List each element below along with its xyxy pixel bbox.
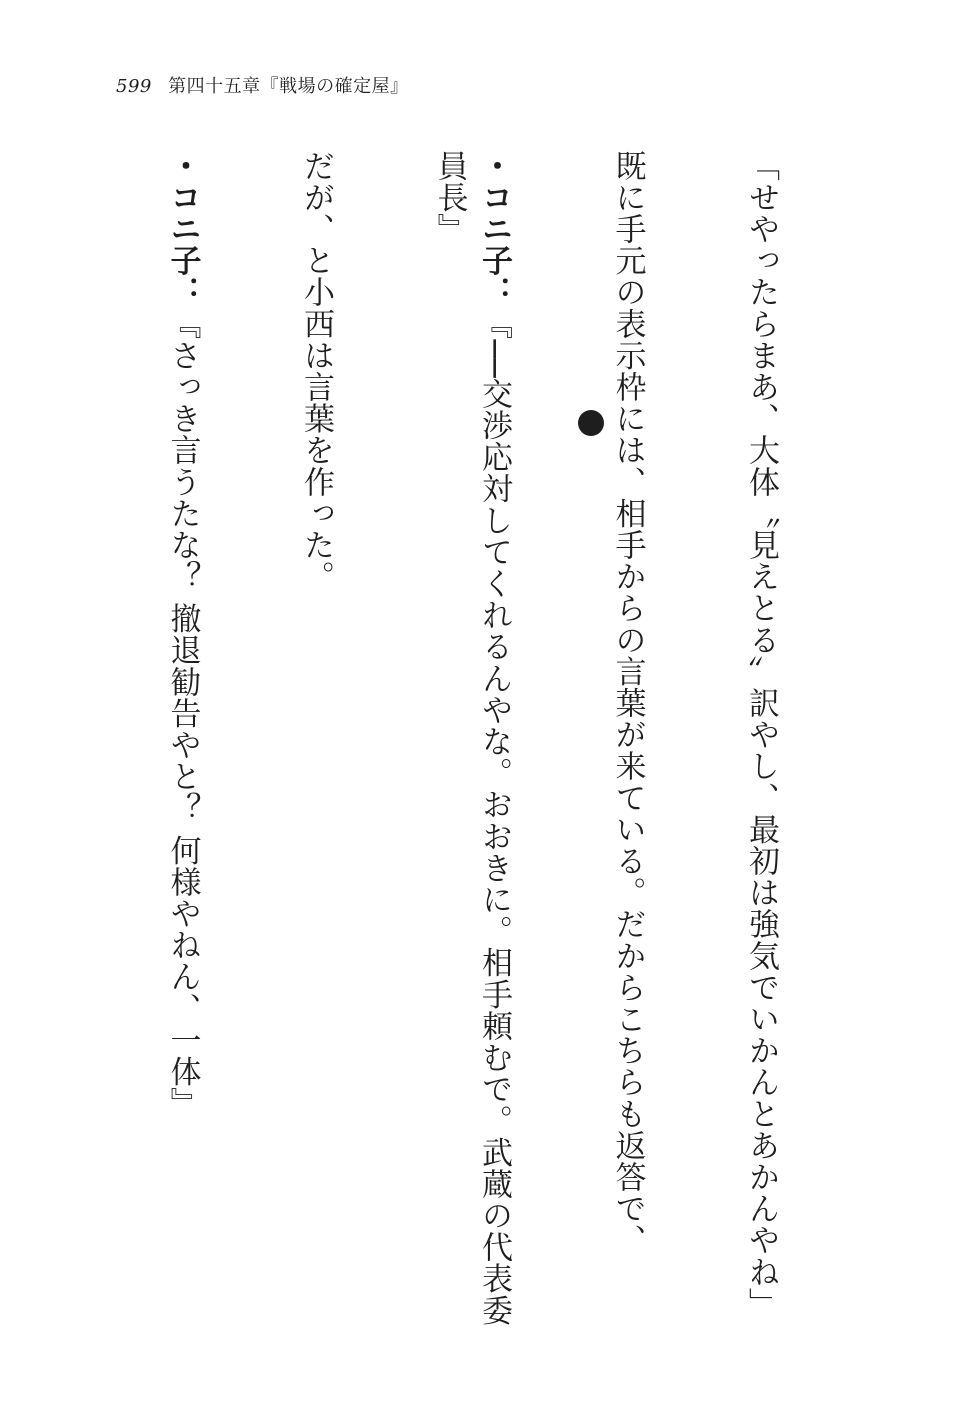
text-line: 「せやったらまあ、大体〝見えとる〟訳やし、最初は強気でいかんとあかんやね」	[743, 150, 779, 1320]
page-number: 599	[116, 76, 152, 97]
text-line: ・コニ子：『──交渉応対してくれるんやな。おおきに。相手頼むで。武蔵の代表委員長』	[431, 150, 512, 1327]
speaker-name: ・コニ子：	[476, 150, 512, 308]
speaker-name: ・コニ子：	[164, 150, 201, 308]
chapter-title: 第四十五章『戦場の確定屋』	[168, 76, 409, 97]
text-line: 既に手元の表示枠には、相手からの言葉が来ている。だからこちらも返答で、	[609, 150, 646, 1256]
vertical-body-text	[102, 150, 872, 1330]
running-header	[116, 72, 409, 98]
section-break-dot-icon	[578, 410, 604, 436]
text-line: ・コニ子：『さっき言うたな？ 撤退勧告やと？ 何様やねん、一体』	[164, 150, 201, 1119]
text-line: だが、と小西は言葉を作った。	[298, 150, 334, 593]
